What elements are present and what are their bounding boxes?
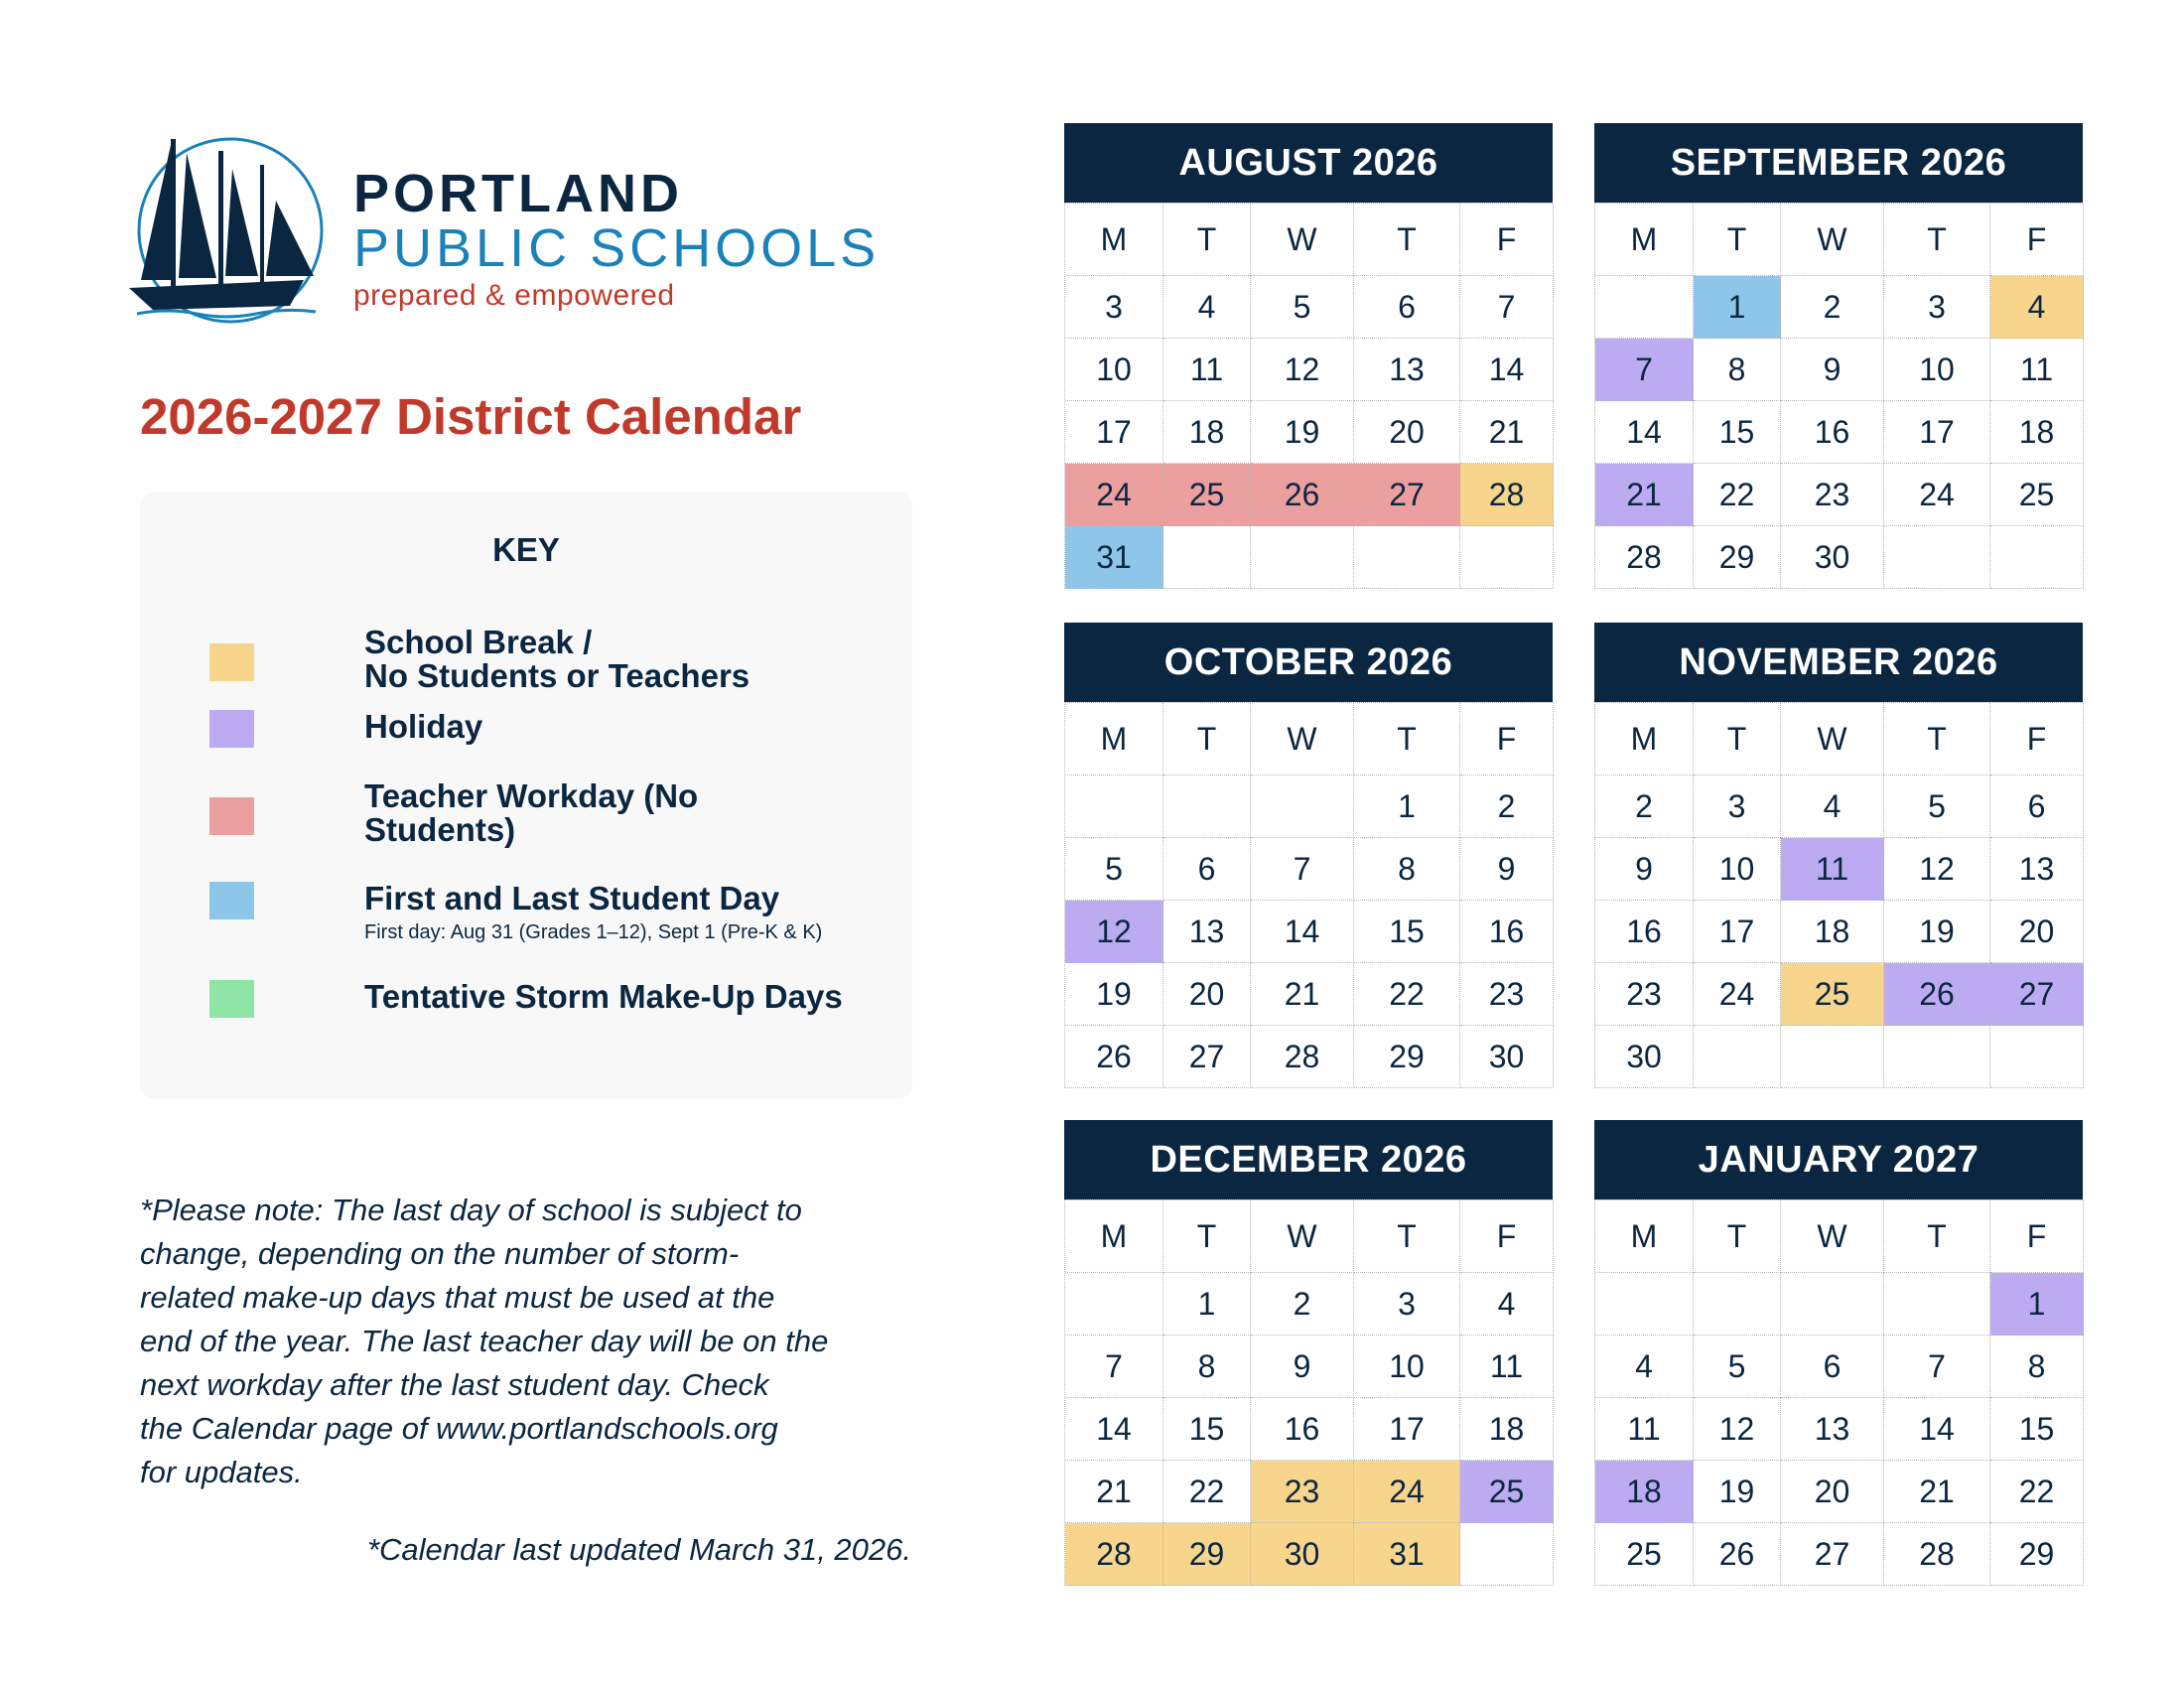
day-cell: 18 [1990, 401, 2084, 464]
day-cell: 20 [1163, 963, 1251, 1026]
district-logo [127, 131, 921, 330]
day-cell: 13 [1781, 1398, 1884, 1461]
empty-day-cell [1595, 1273, 1694, 1336]
empty-day-cell [1694, 1273, 1781, 1336]
empty-day-cell [1163, 526, 1251, 589]
day-cell: 15 [1990, 1398, 2084, 1461]
day-cell: 8 [1694, 339, 1781, 401]
day-cell: 5 [1065, 838, 1163, 901]
day-cell: 2 [1595, 775, 1694, 838]
day-cell: 25 [1595, 1523, 1694, 1586]
day-cell: 3 [1065, 276, 1163, 339]
day-cell: 6 [1990, 775, 2084, 838]
day-cell: 5 [1251, 276, 1354, 339]
day-cell: 21 [1884, 1461, 1990, 1523]
day-cell: 12 [1884, 838, 1990, 901]
day-cell: 17 [1065, 401, 1163, 464]
day-cell: 4 [1990, 276, 2084, 339]
day-cell: 20 [1990, 901, 2084, 963]
day-cell: 17 [1354, 1398, 1460, 1461]
day-cell: 1 [1990, 1273, 2084, 1336]
day-cell: 16 [1781, 401, 1884, 464]
holiday-swatch [209, 710, 254, 748]
day-cell: 14 [1065, 1398, 1163, 1461]
logo-tagline: prepared & empowered [353, 279, 675, 312]
day-cell: 10 [1354, 1336, 1460, 1398]
day-cell: 18 [1460, 1398, 1554, 1461]
weekday-header: T [1163, 703, 1251, 775]
weekday-header: F [1990, 1200, 2084, 1273]
day-cell: 8 [1163, 1336, 1251, 1398]
day-cell: 3 [1694, 775, 1781, 838]
day-cell: 24 [1354, 1461, 1460, 1523]
day-cell: 20 [1781, 1461, 1884, 1523]
day-cell: 4 [1460, 1273, 1554, 1336]
month-january-2027 [1594, 1120, 2083, 1586]
day-cell: 18 [1595, 1461, 1694, 1523]
empty-day-cell [1884, 526, 1990, 589]
day-cell: 3 [1354, 1273, 1460, 1336]
logo-line-public-schools: PUBLIC SCHOOLS [353, 218, 881, 278]
weekday-header: T [1694, 1200, 1781, 1273]
day-cell: 23 [1781, 464, 1884, 526]
page-title: 2026-2027 District Calendar [140, 388, 802, 445]
month-october-2026 [1064, 623, 1553, 1088]
day-cell: 21 [1595, 464, 1694, 526]
day-cell: 4 [1595, 1336, 1694, 1398]
day-cell: 21 [1251, 963, 1354, 1026]
day-cell: 26 [1065, 1026, 1163, 1088]
weekday-header: T [1884, 703, 1990, 775]
logo-wordmark [353, 164, 881, 316]
day-cell: 11 [1781, 838, 1884, 901]
empty-day-cell [1163, 775, 1251, 838]
key-label-first-last-day: First and Last Student Day [364, 880, 780, 916]
empty-day-cell [1251, 775, 1354, 838]
day-cell: 13 [1163, 901, 1251, 963]
day-cell: 19 [1884, 901, 1990, 963]
day-cell: 30 [1595, 1026, 1694, 1088]
day-cell: 17 [1884, 401, 1990, 464]
day-cell: 29 [1163, 1523, 1251, 1586]
day-cell: 21 [1065, 1461, 1163, 1523]
month-title: NOVEMBER 2026 [1594, 623, 2083, 702]
weekday-header: F [1990, 204, 2084, 276]
day-cell: 26 [1694, 1523, 1781, 1586]
day-cell: 26 [1884, 963, 1990, 1026]
day-cell: 9 [1251, 1336, 1354, 1398]
day-cell: 25 [1460, 1461, 1554, 1523]
day-cell: 10 [1694, 838, 1781, 901]
day-cell: 15 [1163, 1398, 1251, 1461]
weekday-header: F [1460, 703, 1554, 775]
day-cell: 19 [1065, 963, 1163, 1026]
day-cell: 18 [1781, 901, 1884, 963]
day-cell: 24 [1694, 963, 1781, 1026]
day-cell: 11 [1460, 1336, 1554, 1398]
key-label-storm-makeup: Tentative Storm Make-Up Days [364, 978, 843, 1015]
day-cell: 6 [1781, 1336, 1884, 1398]
day-cell: 1 [1694, 276, 1781, 339]
day-cell: 30 [1781, 526, 1884, 589]
empty-day-cell [1354, 526, 1460, 589]
day-cell: 15 [1694, 401, 1781, 464]
day-cell: 20 [1354, 401, 1460, 464]
day-cell: 6 [1354, 276, 1460, 339]
day-cell: 27 [1163, 1026, 1251, 1088]
day-cell: 13 [1990, 838, 2084, 901]
day-cell: 27 [1354, 464, 1460, 526]
day-cell: 22 [1354, 963, 1460, 1026]
day-cell: 29 [1354, 1026, 1460, 1088]
key-label-school-break: School Break / No Students or Teachers [364, 624, 751, 694]
day-cell: 16 [1251, 1398, 1354, 1461]
day-cell: 19 [1251, 401, 1354, 464]
empty-day-cell [1781, 1026, 1884, 1088]
day-cell: 7 [1884, 1336, 1990, 1398]
weekday-header: T [1884, 1200, 1990, 1273]
school-break-swatch [209, 643, 254, 681]
weekday-header: M [1065, 204, 1163, 276]
day-cell: 11 [1990, 339, 2084, 401]
weekday-header: M [1065, 703, 1163, 775]
day-cell: 1 [1163, 1273, 1251, 1336]
day-cell: 22 [1694, 464, 1781, 526]
first-last-day-swatch [209, 882, 254, 919]
day-cell: 28 [1460, 464, 1554, 526]
empty-day-cell [1884, 1026, 1990, 1088]
day-cell: 30 [1251, 1523, 1354, 1586]
month-grid [1064, 702, 1553, 1088]
empty-day-cell [1884, 1273, 1990, 1336]
empty-day-cell [1065, 1273, 1163, 1336]
day-cell: 19 [1694, 1461, 1781, 1523]
day-cell: 7 [1251, 838, 1354, 901]
day-cell: 9 [1595, 838, 1694, 901]
day-cell: 5 [1884, 775, 1990, 838]
teacher-workday-swatch [209, 797, 254, 835]
empty-day-cell [1595, 276, 1694, 339]
day-cell: 24 [1884, 464, 1990, 526]
day-cell: 15 [1354, 901, 1460, 963]
day-cell: 4 [1781, 775, 1884, 838]
weekday-header: M [1595, 1200, 1694, 1273]
day-cell: 16 [1460, 901, 1554, 963]
month-grid [1064, 203, 1553, 589]
day-cell: 23 [1251, 1461, 1354, 1523]
weekday-header: T [1884, 204, 1990, 276]
empty-day-cell [1781, 1273, 1884, 1336]
day-cell: 17 [1694, 901, 1781, 963]
month-grid [1594, 203, 2083, 589]
weekday-header: W [1781, 1200, 1884, 1273]
key-label-holiday: Holiday [364, 708, 483, 745]
day-cell: 28 [1884, 1523, 1990, 1586]
weekday-header: M [1595, 204, 1694, 276]
weekday-header: W [1251, 703, 1354, 775]
day-cell: 31 [1065, 526, 1163, 589]
day-cell: 13 [1354, 339, 1460, 401]
day-cell: 12 [1694, 1398, 1781, 1461]
key-sublabel-first-day: First day: Aug 31 (Grades 1–12), Sept 1 (Pre-K & K) [364, 921, 823, 943]
day-cell: 27 [1990, 963, 2084, 1026]
empty-day-cell [1990, 526, 2084, 589]
month-august-2026 [1064, 123, 1553, 589]
weekday-header: T [1354, 204, 1460, 276]
day-cell: 14 [1595, 401, 1694, 464]
day-cell: 7 [1460, 276, 1554, 339]
weekday-header: T [1354, 1200, 1460, 1273]
day-cell: 1 [1354, 775, 1460, 838]
month-title: DECEMBER 2026 [1064, 1120, 1553, 1199]
day-cell: 22 [1990, 1461, 2084, 1523]
weekday-header: T [1694, 204, 1781, 276]
day-cell: 5 [1694, 1336, 1781, 1398]
weekday-header: T [1354, 703, 1460, 775]
day-cell: 4 [1163, 276, 1251, 339]
month-grid [1594, 1199, 2083, 1586]
last-day-note: *Please note: The last day of school is subject to change, depending on the number of storm- related make-up days that must be used at the end of the year. The last teacher day will be on the next workday after the last student day. Check the Calendar page of www.portlandschools.org for updates. [140, 1193, 829, 1489]
day-cell: 12 [1251, 339, 1354, 401]
weekday-header: M [1595, 703, 1694, 775]
key-title: KEY [492, 531, 560, 568]
day-cell: 14 [1460, 339, 1554, 401]
month-september-2026 [1594, 123, 2083, 589]
day-cell: 22 [1163, 1461, 1251, 1523]
empty-day-cell [1251, 526, 1354, 589]
weekday-header: F [1460, 1200, 1554, 1273]
weekday-header: W [1251, 1200, 1354, 1273]
day-cell: 28 [1065, 1523, 1163, 1586]
day-cell: 3 [1884, 276, 1990, 339]
day-cell: 18 [1163, 401, 1251, 464]
storm-makeup-swatch [209, 980, 254, 1018]
day-cell: 6 [1163, 838, 1251, 901]
day-cell: 2 [1460, 775, 1554, 838]
weekday-header: T [1163, 204, 1251, 276]
day-cell: 28 [1595, 526, 1694, 589]
day-cell: 2 [1251, 1273, 1354, 1336]
day-cell: 30 [1460, 1026, 1554, 1088]
day-cell: 7 [1065, 1336, 1163, 1398]
weekday-header: F [1460, 204, 1554, 276]
empty-day-cell [1694, 1026, 1781, 1088]
day-cell: 24 [1065, 464, 1163, 526]
last-updated-note: *Calendar last updated March 31, 2026. [366, 1532, 911, 1567]
logo-line-portland: PORTLAND [353, 164, 683, 223]
sailing-ship-logo-icon [127, 131, 326, 326]
day-cell: 27 [1781, 1523, 1884, 1586]
month-title: OCTOBER 2026 [1064, 623, 1553, 702]
weekday-header: W [1781, 204, 1884, 276]
empty-day-cell [1065, 775, 1163, 838]
empty-day-cell [1460, 526, 1554, 589]
month-title: SEPTEMBER 2026 [1594, 123, 2083, 203]
day-cell: 11 [1163, 339, 1251, 401]
weekday-header: W [1781, 703, 1884, 775]
day-cell: 7 [1595, 339, 1694, 401]
month-november-2026 [1594, 623, 2083, 1088]
empty-day-cell [1460, 1523, 1554, 1586]
day-cell: 14 [1251, 901, 1354, 963]
day-cell: 10 [1065, 339, 1163, 401]
day-cell: 8 [1990, 1336, 2084, 1398]
day-cell: 25 [1163, 464, 1251, 526]
day-cell: 9 [1460, 838, 1554, 901]
day-cell: 11 [1595, 1398, 1694, 1461]
empty-day-cell [1990, 1026, 2084, 1088]
day-cell: 29 [1694, 526, 1781, 589]
month-grid [1594, 702, 2083, 1088]
calendar-key [140, 492, 912, 1099]
day-cell: 16 [1595, 901, 1694, 963]
weekday-header: T [1694, 703, 1781, 775]
day-cell: 23 [1460, 963, 1554, 1026]
month-title: AUGUST 2026 [1064, 123, 1553, 203]
weekday-header: T [1163, 1200, 1251, 1273]
day-cell: 25 [1990, 464, 2084, 526]
day-cell: 12 [1065, 901, 1163, 963]
weekday-header: W [1251, 204, 1354, 276]
month-title: JANUARY 2027 [1594, 1120, 2083, 1199]
day-cell: 26 [1251, 464, 1354, 526]
month-grid [1064, 1199, 1553, 1586]
day-cell: 2 [1781, 276, 1884, 339]
weekday-header: F [1990, 703, 2084, 775]
day-cell: 25 [1781, 963, 1884, 1026]
day-cell: 28 [1251, 1026, 1354, 1088]
day-cell: 23 [1595, 963, 1694, 1026]
day-cell: 31 [1354, 1523, 1460, 1586]
day-cell: 14 [1884, 1398, 1990, 1461]
weekday-header: M [1065, 1200, 1163, 1273]
key-label-teacher-workday: Teacher Workday (No Students) [364, 777, 699, 848]
day-cell: 10 [1884, 339, 1990, 401]
day-cell: 29 [1990, 1523, 2084, 1586]
day-cell: 8 [1354, 838, 1460, 901]
day-cell: 9 [1781, 339, 1884, 401]
month-december-2026 [1064, 1120, 1553, 1586]
day-cell: 21 [1460, 401, 1554, 464]
